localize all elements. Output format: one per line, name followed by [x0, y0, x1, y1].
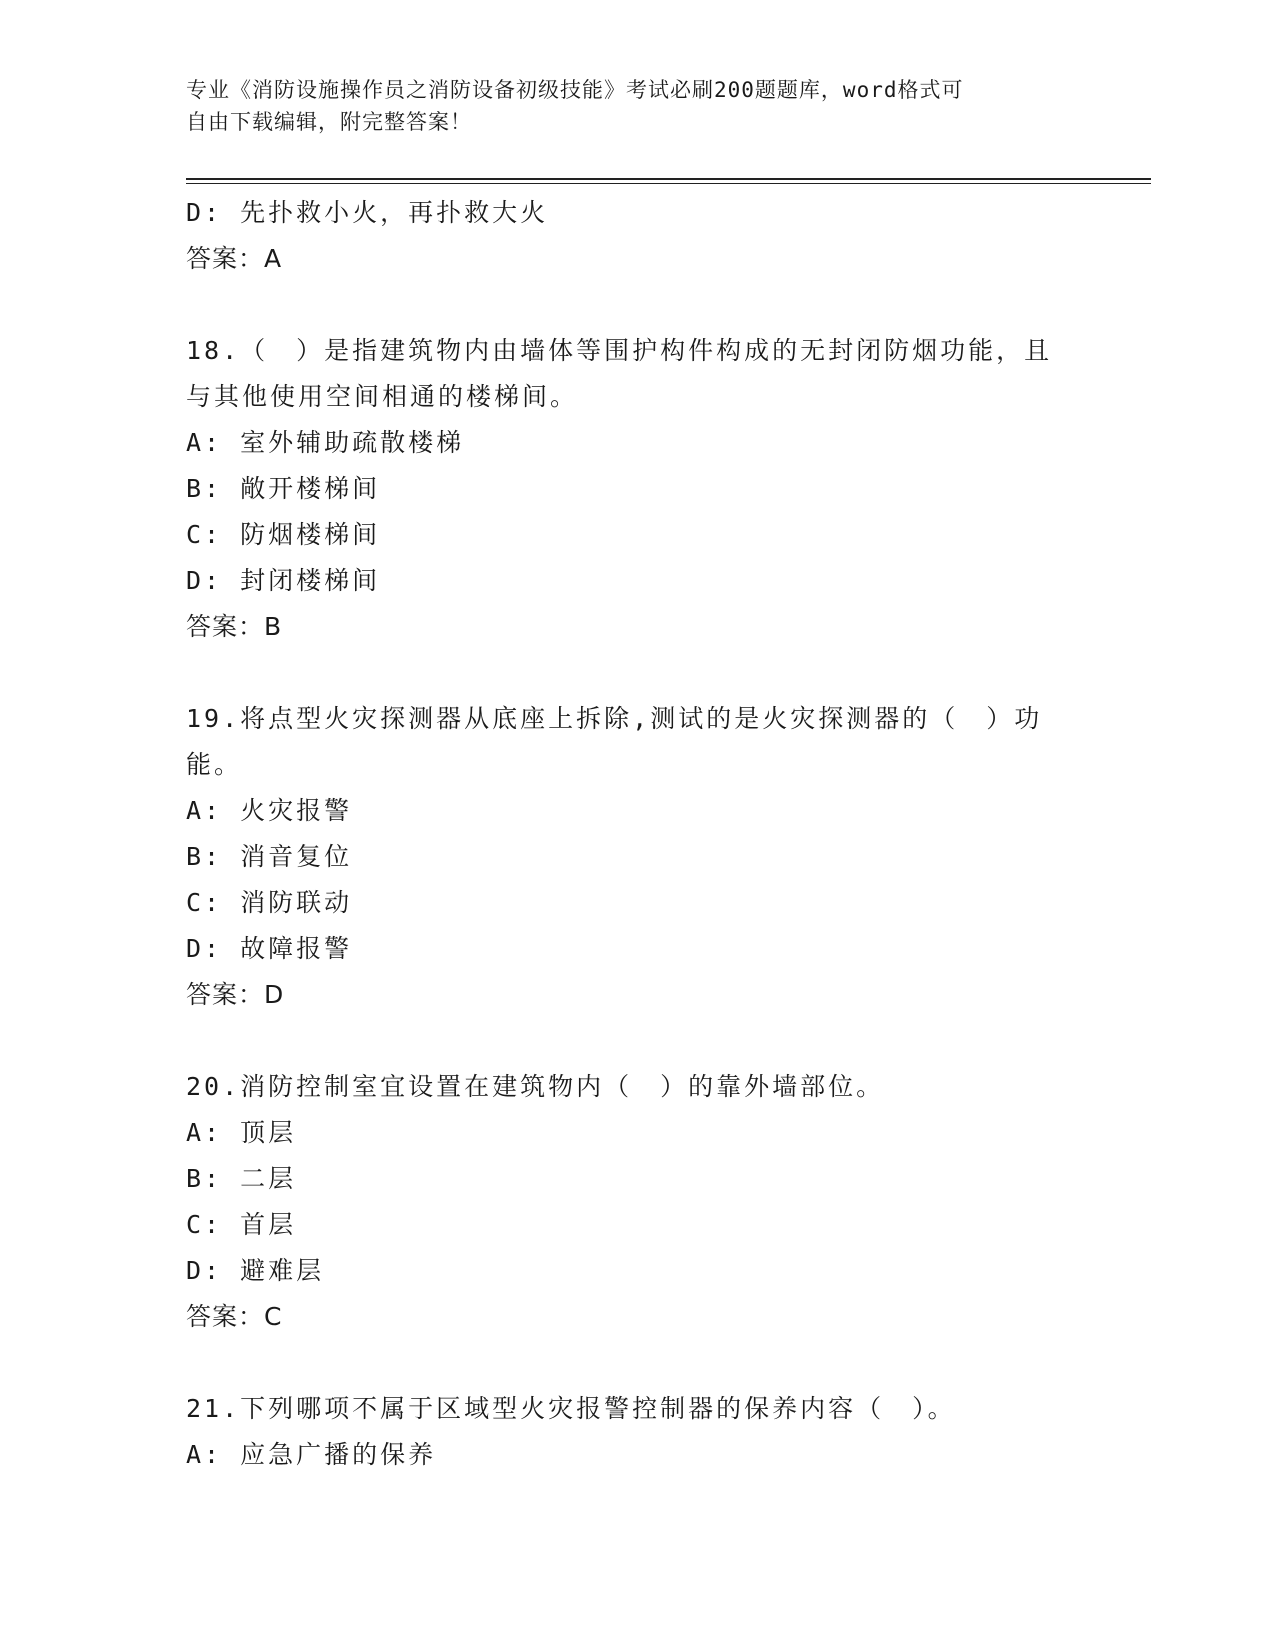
question-stem: 19.将点型火灾探测器从底座上拆除,测试的是火灾探测器的（ ）功: [186, 704, 1043, 733]
answer: 答案：C: [186, 1302, 283, 1331]
document-header: [186, 74, 1066, 138]
header-rule-thick: [186, 178, 1151, 180]
answer: 答案：D: [186, 980, 285, 1009]
option-b: B: 敞开楼梯间: [186, 474, 381, 503]
question-stem: 18.（ ）是指建筑物内由墙体等围护构件构成的无封闭防烟功能，且: [186, 336, 1053, 365]
prev-answer: 答案：A: [186, 244, 283, 273]
question-20: [186, 1064, 1086, 1340]
header-rule-thin: [186, 183, 1151, 184]
option-a: A: 顶层: [186, 1118, 297, 1147]
question-stem: 20.消防控制室宜设置在建筑物内（ ）的靠外墙部位。: [186, 1072, 885, 1101]
question-21: [186, 1386, 1086, 1478]
option-a: A: 应急广播的保养: [186, 1440, 437, 1469]
spacer: [186, 1340, 1086, 1386]
question-19: [186, 696, 1086, 1018]
question-18: [186, 328, 1086, 650]
option-d: D: 封闭楼梯间: [186, 566, 381, 595]
option-c: C: 消防联动: [186, 888, 353, 917]
prev-option-d: D: 先扑救小火，再扑救大火: [186, 198, 549, 227]
header-line-1: 专业《消防设施操作员之消防设备初级技能》考试必刷200题题库，word格式可: [186, 78, 964, 102]
spacer: [186, 282, 1086, 328]
spacer: [186, 1018, 1086, 1064]
option-c: C: 防烟楼梯间: [186, 520, 381, 549]
option-a: A: 室外辅助疏散楼梯: [186, 428, 465, 457]
question-list: [186, 190, 1086, 1478]
answer: 答案：B: [186, 612, 283, 641]
header-line-2: 自由下载编辑，附完整答案！: [186, 110, 472, 134]
option-d: D: 避难层: [186, 1256, 325, 1285]
option-b: B: 消音复位: [186, 842, 353, 871]
option-d: D: 故障报警: [186, 934, 353, 963]
question-stem-cont: 与其他使用空间相通的楼梯间。: [186, 382, 579, 411]
question-stem-cont: 能。: [186, 750, 243, 779]
option-c: C: 首层: [186, 1210, 297, 1239]
question-stem: 21.下列哪项不属于区域型火灾报警控制器的保养内容（ ）。: [186, 1394, 956, 1423]
option-b: B: 二层: [186, 1164, 297, 1193]
option-a: A: 火灾报警: [186, 796, 353, 825]
spacer: [186, 650, 1086, 696]
